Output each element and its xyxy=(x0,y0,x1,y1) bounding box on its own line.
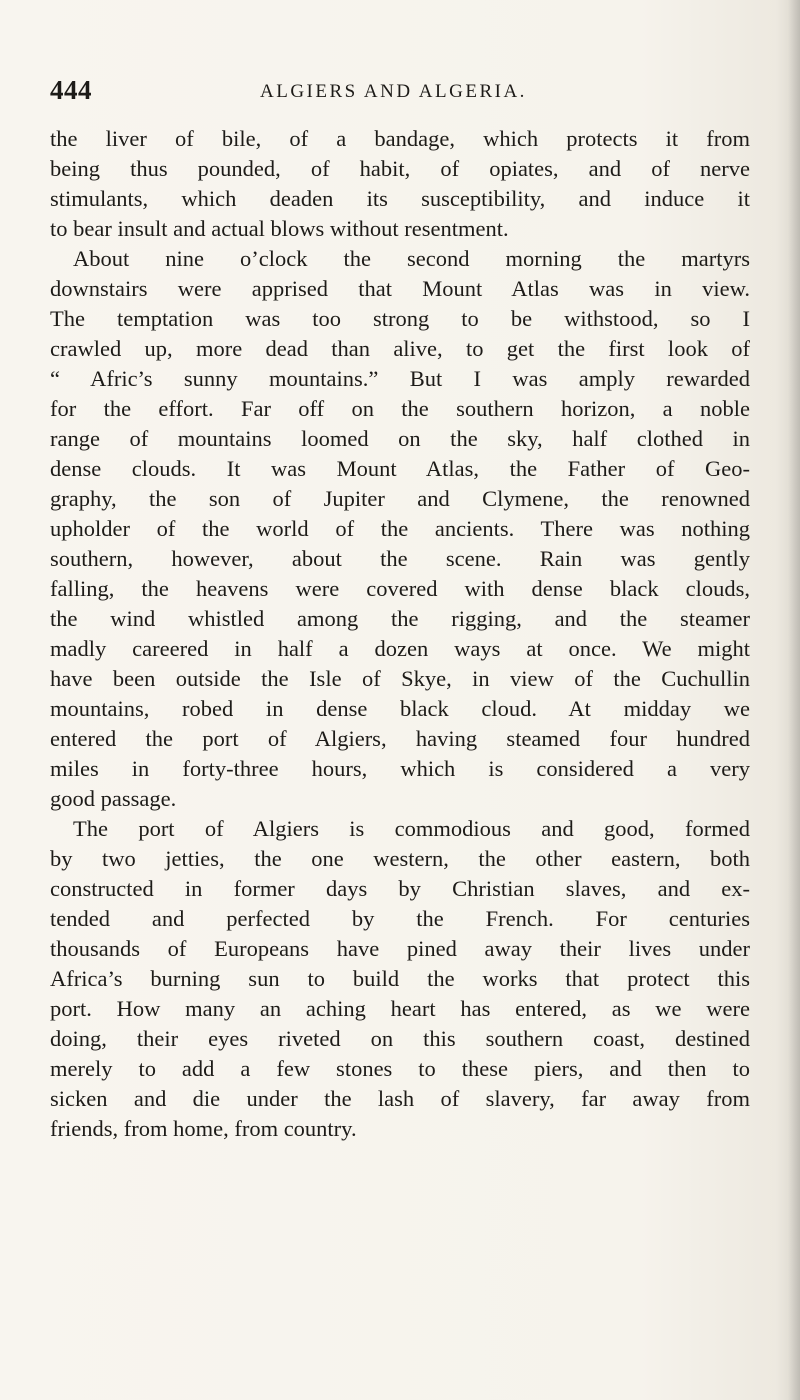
text-line: for the effort. Far off on the southern horizon, a noble xyxy=(50,396,750,421)
page-header xyxy=(50,75,750,115)
page-number: 444 xyxy=(50,75,92,105)
text-line: Africa’s burning sun to build the works that protect this xyxy=(50,966,750,991)
text-line: graphy, the son of Jupiter and Clymene, the renowned xyxy=(50,486,750,511)
text-line: downstairs were apprised that Mount Atlas was in view. xyxy=(50,276,750,301)
text-line: doing, their eyes riveted on this southern coast, destined xyxy=(50,1026,750,1051)
text-line: tended and perfected by the French. For centuries xyxy=(50,906,750,931)
text-line: being thus pounded, of habit, of opiates, and of nerve xyxy=(50,156,750,181)
text-line: range of mountains loomed on the sky, half clothed in xyxy=(50,426,750,451)
text-line: by two jetties, the one western, the other eastern, both xyxy=(50,846,750,871)
text-line: upholder of the world of the ancients. There was nothing xyxy=(50,516,750,541)
text-line: to bear insult and actual blows without resentment. xyxy=(50,216,509,241)
text-line: merely to add a few stones to these piers, and then to xyxy=(50,1056,750,1081)
text-line: crawled up, more dead than alive, to get the first look of xyxy=(50,336,750,361)
text-line: falling, the heavens were covered with dense black clouds, xyxy=(50,576,750,601)
text-line: constructed in former days by Christian slaves, and ex- xyxy=(50,876,750,901)
text-line: port. How many an aching heart has entered, as we were xyxy=(50,996,750,1021)
text-line: the liver of bile, of a bandage, which protects it from xyxy=(50,126,750,151)
text-line: entered the port of Algiers, having steamed four hundred xyxy=(50,726,750,751)
text-line: The temptation was too strong to be withstood, so I xyxy=(50,306,750,331)
running-head: ALGIERS AND ALGERIA. xyxy=(260,81,527,102)
body-text xyxy=(50,124,750,1144)
text-line: sicken and die under the lash of slavery, far away from xyxy=(50,1086,750,1111)
text-line: the wind whistled among the rigging, and the steamer xyxy=(50,606,750,631)
text-line: About nine o’clock the second morning the martyrs xyxy=(73,246,750,271)
text-line: madly careered in half a dozen ways at once. We might xyxy=(50,636,750,661)
text-line: friends, from home, from country. xyxy=(50,1116,357,1141)
text-line: The port of Algiers is commodious and good, formed xyxy=(73,816,750,841)
text-line: dense clouds. It was Mount Atlas, the Father of Geo- xyxy=(50,456,750,481)
text-line: mountains, robed in dense black cloud. At midday we xyxy=(50,696,750,721)
text-line: “ Afric’s sunny mountains.” But I was amply rewarded xyxy=(50,366,750,391)
text-line: southern, however, about the scene. Rain was gently xyxy=(50,546,750,571)
text-line: good passage. xyxy=(50,786,177,811)
text-line: thousands of Europeans have pined away their lives under xyxy=(50,936,750,961)
text-line: miles in forty-three hours, which is considered a very xyxy=(50,756,750,781)
text-line: have been outside the Isle of Skye, in view of the Cuchullin xyxy=(50,666,750,691)
page-edge-shadow xyxy=(788,0,800,1400)
text-line: stimulants, which deaden its susceptibility, and induce it xyxy=(50,186,750,211)
